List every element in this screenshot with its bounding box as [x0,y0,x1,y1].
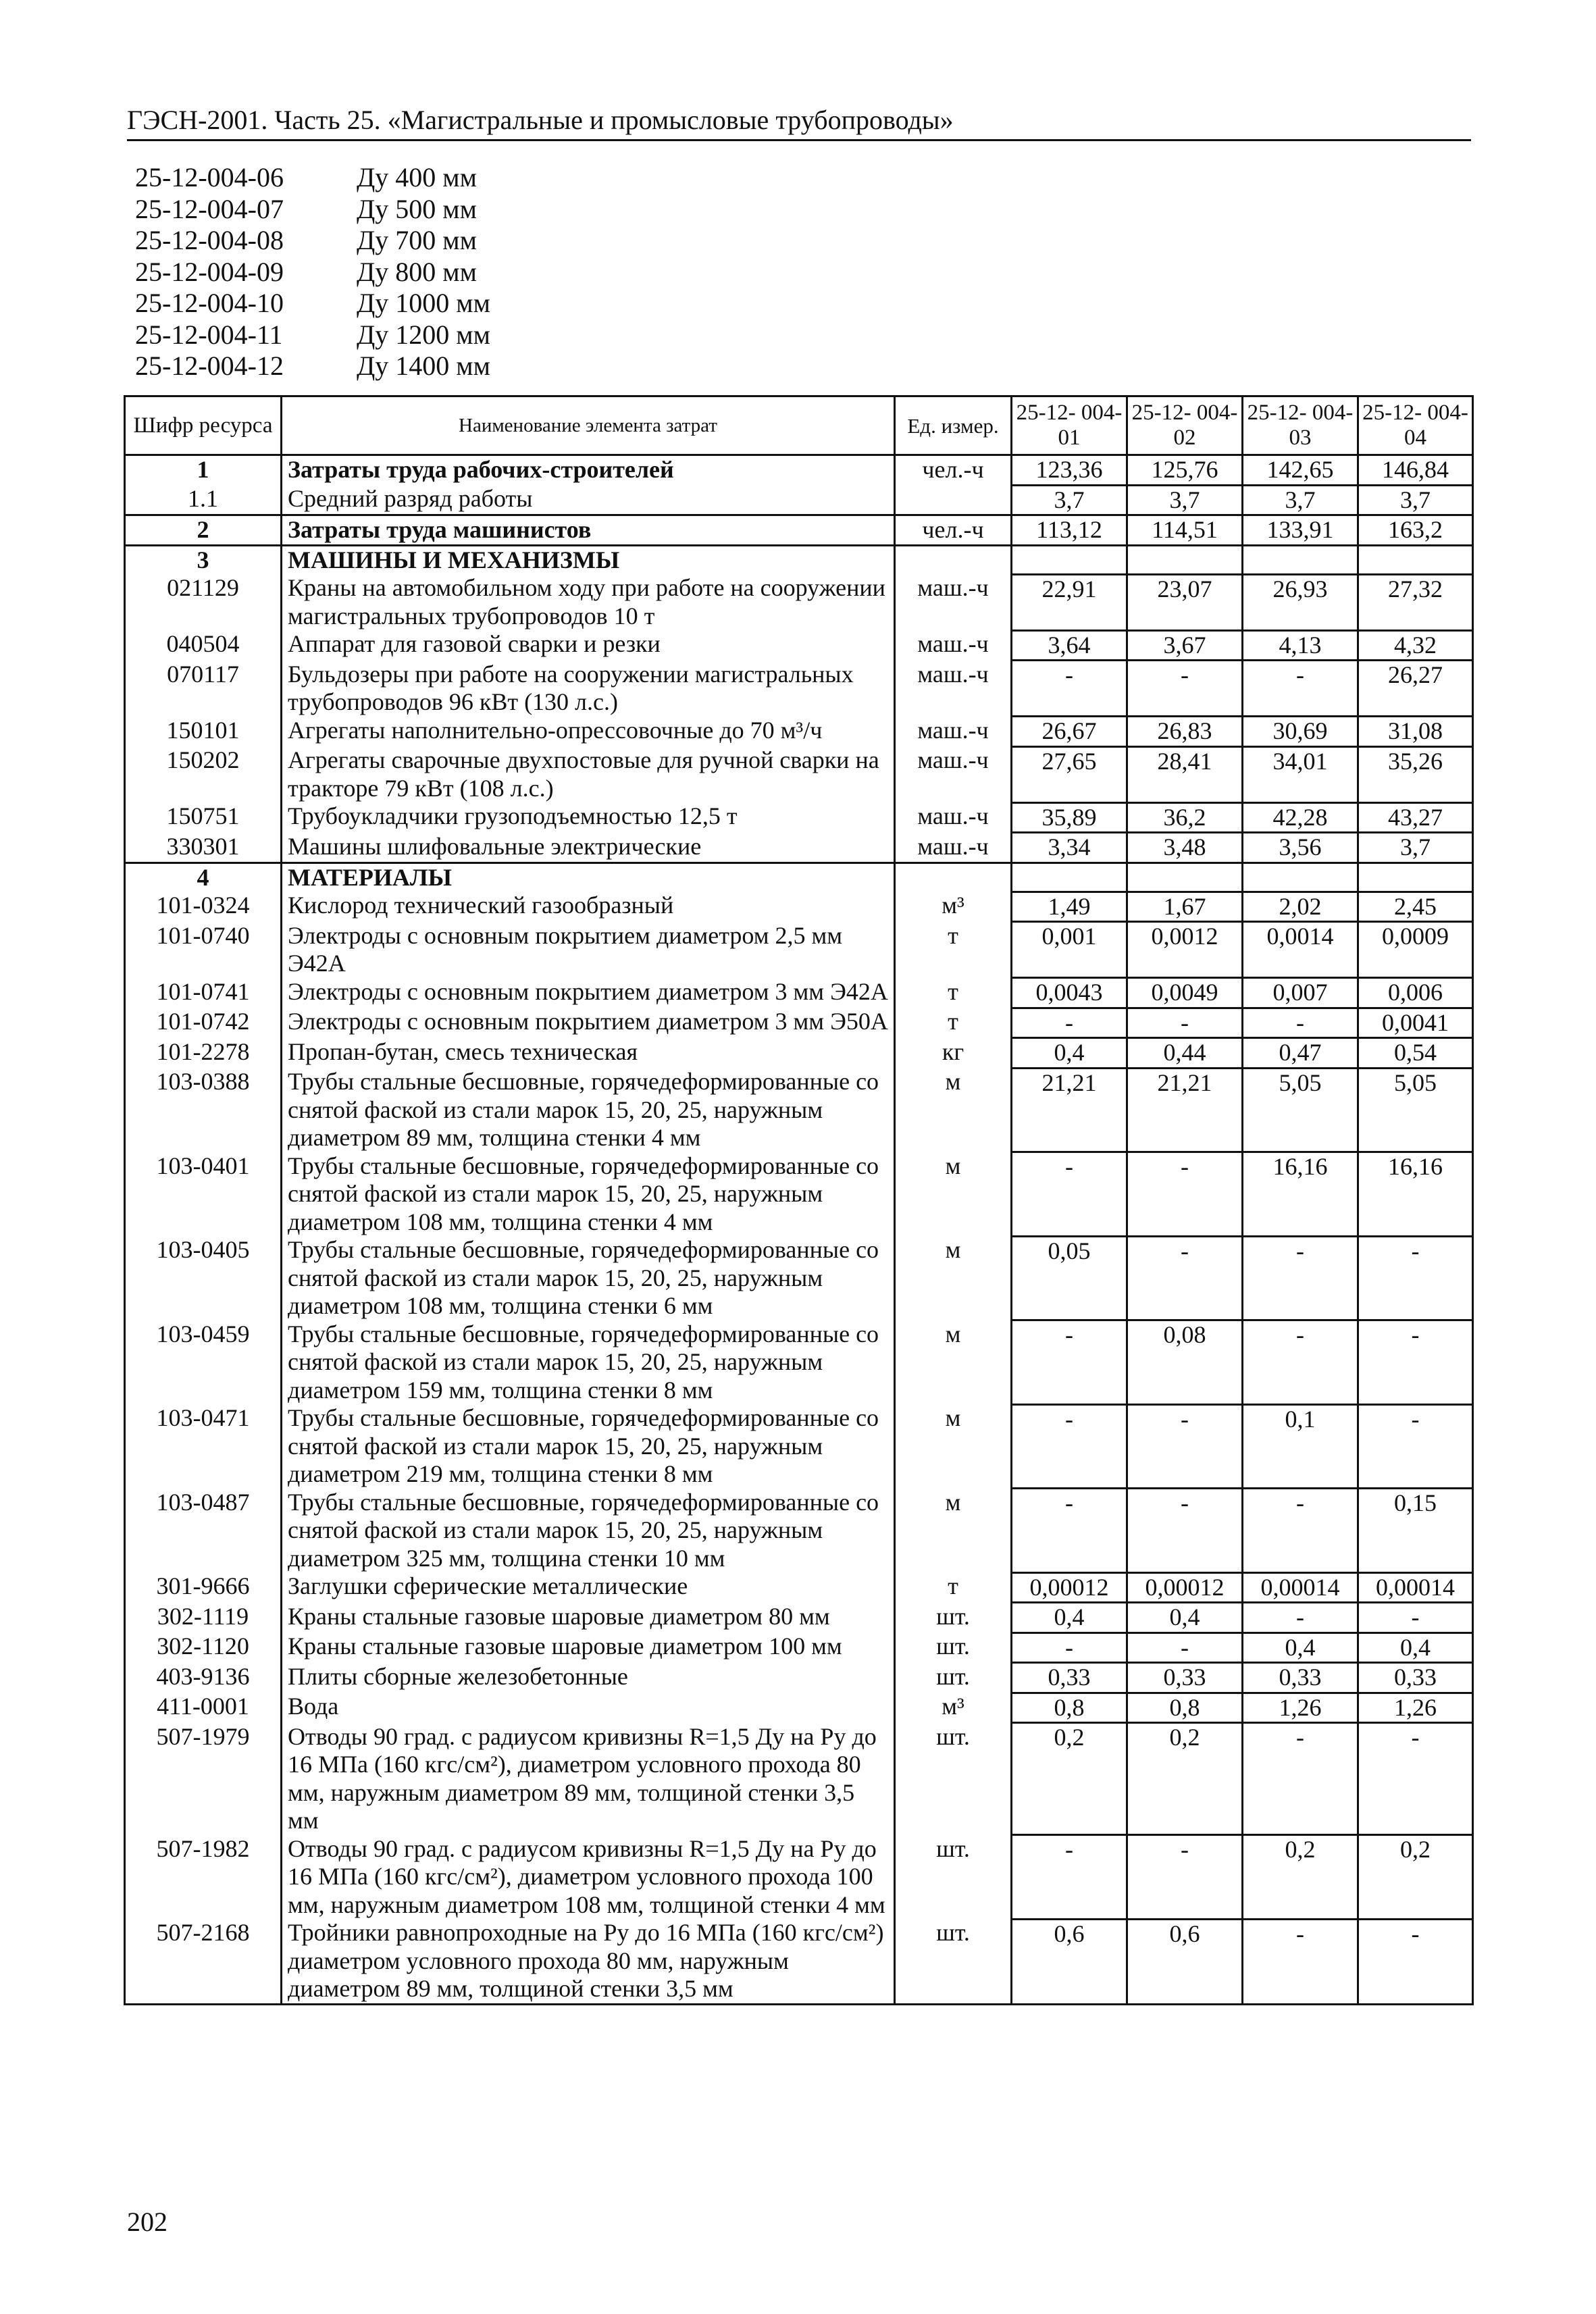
unit-cell [895,545,1012,574]
value-cell: 3,7 [1243,485,1358,515]
value-cell: 21,21 [1127,1068,1243,1152]
table-row [125,863,1473,892]
value-cell: 16,16 [1358,1152,1473,1237]
resource-code-cell: 4 [125,863,282,892]
table-row [125,1723,1473,1835]
value-cell: 4,13 [1243,630,1358,661]
unit-cell: т [895,978,1012,1008]
resource-code-cell: 103-0487 [125,1489,282,1573]
value-cell: 0,2 [1243,1835,1358,1920]
resource-code-cell: 021129 [125,574,282,630]
resource-table [124,395,1474,2005]
value-cell: 0,0043 [1012,978,1127,1008]
code-number: 25-12-004-06 [135,162,284,192]
header-norm-column: 25-12- 004-04 [1358,396,1473,455]
table-row [125,1603,1473,1633]
table-row [125,1663,1473,1693]
value-cell: 3,56 [1243,833,1358,863]
value-cell [1243,545,1358,574]
resource-code-cell: 302-1120 [125,1632,282,1663]
unit-cell: шт. [895,1632,1012,1663]
value-cell: 0,33 [1012,1663,1127,1693]
resource-code-cell: 1 [125,455,282,486]
header-cost-element-name: Наименование элемента затрат [282,396,895,455]
value-cell: 0,00014 [1243,1572,1358,1603]
unit-cell: чел.-ч [895,515,1012,546]
code-number: 25-12-004-10 [135,288,284,318]
table-row [125,892,1473,922]
resource-code-cell: 2 [125,515,282,546]
table-row [125,661,1473,717]
value-cell: - [1358,1919,1473,2004]
unit-cell: м [895,1320,1012,1405]
cost-element-name-cell: Трубы стальные бесшовные, горячедеформированные со снятой фаской из стали марок 15, 20, 25, наружным диаметром 159 мм, толщина стенки 8 мм [282,1320,895,1405]
value-cell: 125,76 [1127,455,1243,486]
cost-element-name-cell: Агрегаты наполнительно-опрессовочные до 70 м³/ч [282,717,895,747]
unit-cell: м [895,1152,1012,1237]
code-description: Ду 500 мм [357,193,477,224]
header-norm-column: 25-12- 004-03 [1243,396,1358,455]
resource-code-cell: 070117 [125,661,282,717]
code-description: Ду 1200 мм [357,319,490,350]
resource-code-cell: 330301 [125,833,282,863]
table-row [125,1835,1473,1920]
value-cell: 0,54 [1358,1038,1473,1069]
cost-element-name-cell: МАШИНЫ И МЕХАНИЗМЫ [282,545,895,574]
value-cell: 1,67 [1127,892,1243,922]
value-cell: 142,65 [1243,455,1358,486]
value-cell: 0,0012 [1127,922,1243,978]
table-row [125,515,1473,546]
value-cell: 0,4 [1127,1603,1243,1633]
resource-code-cell: 1.1 [125,485,282,515]
value-cell: 0,33 [1127,1663,1243,1693]
resource-code-cell: 101-0742 [125,1008,282,1038]
value-cell: 0,00012 [1012,1572,1127,1603]
code-description: Ду 1400 мм [357,351,490,381]
cost-element-name-cell: Электроды с основным покрытием диаметром 3 мм Э42А [282,978,895,1008]
value-cell: - [1012,1632,1127,1663]
code-number: 25-12-004-09 [135,256,284,287]
value-cell [1127,545,1243,574]
value-cell: 0,8 [1012,1693,1127,1723]
unit-cell: м [895,1404,1012,1489]
code-list-item [135,225,490,257]
value-cell: 0,47 [1243,1038,1358,1069]
value-cell: 0,6 [1012,1919,1127,2004]
unit-cell: маш.-ч [895,717,1012,747]
value-cell: 0,4 [1243,1632,1358,1663]
value-cell: - [1243,1723,1358,1835]
cost-element-name-cell: Плиты сборные железобетонные [282,1663,895,1693]
code-description: Ду 800 мм [357,256,477,287]
unit-cell: шт. [895,1723,1012,1835]
unit-cell: шт. [895,1835,1012,1920]
resource-code-cell: 103-0405 [125,1236,282,1320]
cost-element-name-cell: МАТЕРИАЛЫ [282,863,895,892]
value-cell: - [1127,1236,1243,1320]
resource-code-cell: 101-0741 [125,978,282,1008]
unit-cell: маш.-ч [895,833,1012,863]
value-cell: 5,05 [1243,1068,1358,1152]
value-cell: - [1358,1723,1473,1835]
unit-cell: кг [895,1038,1012,1069]
value-cell: 26,93 [1243,574,1358,630]
resource-code-cell: 101-0324 [125,892,282,922]
value-cell: - [1127,661,1243,717]
table-row [125,1632,1473,1663]
unit-cell: маш.-ч [895,661,1012,717]
value-cell: 0,4 [1358,1632,1473,1663]
value-cell: 26,27 [1358,661,1473,717]
value-cell: 26,83 [1127,717,1243,747]
value-cell: 0,0041 [1358,1008,1473,1038]
value-cell: - [1358,1320,1473,1405]
unit-cell: маш.-ч [895,746,1012,802]
value-cell: 0,15 [1358,1489,1473,1573]
value-cell: 0,05 [1012,1236,1127,1320]
cost-element-name-cell: Краны на автомобильном ходу при работе на сооружении магистральных трубопроводов 10 т [282,574,895,630]
cost-element-name-cell: Агрегаты сварочные двухпостовые для ручной сварки на тракторе 79 кВт (108 л.с.) [282,746,895,802]
table-row [125,1404,1473,1489]
table-body [125,455,1473,2005]
value-cell: 0,00012 [1127,1572,1243,1603]
value-cell: 0,4 [1012,1038,1127,1069]
cost-element-name-cell: Кислород технический газообразный [282,892,895,922]
value-cell [1012,545,1127,574]
cost-element-name-cell: Трубоукладчики грузоподъемностью 12,5 т [282,802,895,833]
cost-element-name-cell: Отводы 90 град. с радиусом кривизны R=1,5 Ду на Ру до 16 МПа (160 кгс/см²), диаметром условного прохода 100 мм, наружным диаметром 108 мм, толщиной стенки 4 мм [282,1835,895,1920]
table-row [125,1236,1473,1320]
value-cell: 2,02 [1243,892,1358,922]
cost-element-name-cell: Трубы стальные бесшовные, горячедеформированные со снятой фаской из стали марок 15, 20, 25, наружным диаметром 108 мм, толщина стенки 6 мм [282,1236,895,1320]
table-row [125,485,1473,515]
code-number: 25-12-004-08 [135,225,284,255]
cost-element-name-cell: Затраты труда машинистов [282,515,895,546]
unit-cell: маш.-ч [895,630,1012,661]
table-header-row [125,396,1473,455]
value-cell [1012,863,1127,892]
resource-code-cell: 103-0471 [125,1404,282,1489]
value-cell: 0,33 [1358,1663,1473,1693]
value-cell: 0,006 [1358,978,1473,1008]
table-row [125,455,1473,486]
value-cell: 113,12 [1012,515,1127,546]
value-cell: 35,89 [1012,802,1127,833]
resource-code-cell: 403-9136 [125,1663,282,1693]
table-row [125,833,1473,863]
value-cell: - [1012,661,1127,717]
value-cell: - [1243,1919,1358,2004]
resource-code-cell: 302-1119 [125,1603,282,1633]
header-unit: Ед. измер. [895,396,1012,455]
value-cell: 3,7 [1127,485,1243,515]
cost-element-name-cell: Краны стальные газовые шаровые диаметром 100 мм [282,1632,895,1663]
value-cell: 16,16 [1243,1152,1358,1237]
value-cell [1358,545,1473,574]
resource-code-cell: 3 [125,545,282,574]
value-cell: 28,41 [1127,746,1243,802]
value-cell: 3,34 [1012,833,1127,863]
table-row [125,1008,1473,1038]
value-cell: 0,2 [1012,1723,1127,1835]
table-row [125,1038,1473,1069]
header-norm-column: 25-12- 004-01 [1012,396,1127,455]
table-row [125,1320,1473,1405]
value-cell: 4,32 [1358,630,1473,661]
value-cell: 0,33 [1243,1663,1358,1693]
value-cell: 3,7 [1012,485,1127,515]
value-cell: 0,44 [1127,1038,1243,1069]
cost-element-name-cell: Пропан-бутан, смесь техническая [282,1038,895,1069]
value-cell: - [1243,1603,1358,1633]
value-cell: - [1243,661,1358,717]
resource-code-cell: 101-0740 [125,922,282,978]
value-cell: 146,84 [1358,455,1473,486]
table-row [125,1489,1473,1573]
table-row [125,746,1473,802]
cost-element-name-cell: Машины шлифовальные электрические [282,833,895,863]
resource-code-cell: 507-2168 [125,1919,282,2004]
cost-element-name-cell: Трубы стальные бесшовные, горячедеформированные со снятой фаской из стали марок 15, 20, 25, наружным диаметром 219 мм, толщина стенки 8 мм [282,1404,895,1489]
value-cell: - [1358,1236,1473,1320]
value-cell: - [1012,1404,1127,1489]
code-number: 25-12-004-12 [135,351,284,381]
cost-element-name-cell: Тройники равнопроходные на Ру до 16 МПа (160 кгс/см²) диаметром условного прохода 80 мм, наружным диаметром 89 мм, толщиной стенки 3,5 мм [282,1919,895,2004]
value-cell: - [1358,1404,1473,1489]
value-cell: 22,91 [1012,574,1127,630]
value-cell: 1,49 [1012,892,1127,922]
value-cell: 0,4 [1012,1603,1127,1633]
unit-cell: м [895,1068,1012,1152]
value-cell: - [1012,1489,1127,1573]
value-cell [1243,863,1358,892]
unit-cell: т [895,1008,1012,1038]
value-cell: 30,69 [1243,717,1358,747]
value-cell [1127,863,1243,892]
code-number: 25-12-004-11 [135,319,283,350]
value-cell: 163,2 [1358,515,1473,546]
resource-code-cell: 507-1982 [125,1835,282,1920]
unit-cell: чел.-ч [895,455,1012,486]
unit-cell: маш.-ч [895,574,1012,630]
unit-cell: м³ [895,1693,1012,1723]
value-cell: 27,32 [1358,574,1473,630]
table-row [125,717,1473,747]
unit-cell: м [895,1489,1012,1573]
value-cell: 0,1 [1243,1404,1358,1489]
value-cell: 3,64 [1012,630,1127,661]
value-cell: - [1127,1489,1243,1573]
value-cell: - [1012,1320,1127,1405]
value-cell: 114,51 [1127,515,1243,546]
code-description: Ду 1000 мм [357,288,490,318]
resource-code-cell: 301-9666 [125,1572,282,1603]
value-cell: - [1243,1489,1358,1573]
value-cell: 123,36 [1012,455,1127,486]
value-cell: 3,67 [1127,630,1243,661]
cost-element-name-cell: Отводы 90 град. с радиусом кривизны R=1,5 Ду на Ру до 16 МПа (160 кгс/см²), диаметром условного прохода 80 мм, наружным диаметром 89 мм, толщиной стенки 3,5 мм [282,1723,895,1835]
value-cell: 43,27 [1358,802,1473,833]
unit-cell: т [895,922,1012,978]
code-list [135,162,490,382]
cost-element-name-cell: Вода [282,1693,895,1723]
value-cell: 5,05 [1358,1068,1473,1152]
value-cell: 42,28 [1243,802,1358,833]
table-row [125,802,1473,833]
resource-code-cell: 150202 [125,746,282,802]
table-row [125,1152,1473,1237]
resource-code-cell: 150751 [125,802,282,833]
value-cell: 27,65 [1012,746,1127,802]
value-cell: 0,00014 [1358,1572,1473,1603]
cost-element-name-cell: Заглушки сферические металлические [282,1572,895,1603]
value-cell: 35,26 [1358,746,1473,802]
value-cell: - [1127,1152,1243,1237]
resource-code-cell: 103-0459 [125,1320,282,1405]
value-cell [1358,863,1473,892]
value-cell: - [1012,1152,1127,1237]
value-cell: 0,0049 [1127,978,1243,1008]
value-cell: - [1127,1008,1243,1038]
value-cell: - [1012,1008,1127,1038]
value-cell: 31,08 [1358,717,1473,747]
value-cell: 23,07 [1127,574,1243,630]
value-cell: - [1127,1835,1243,1920]
value-cell: 133,91 [1243,515,1358,546]
value-cell: 0,6 [1127,1919,1243,2004]
unit-cell [895,863,1012,892]
code-list-item [135,319,490,351]
cost-element-name-cell: Затраты труда рабочих-строителей [282,455,895,486]
cost-element-name-cell: Электроды с основным покрытием диаметром 3 мм Э50А [282,1008,895,1038]
code-list-item [135,351,490,382]
table-row [125,1068,1473,1152]
code-list-item [135,288,490,319]
value-cell: - [1358,1603,1473,1633]
value-cell: 3,48 [1127,833,1243,863]
table-row [125,545,1473,574]
value-cell: 3,7 [1358,485,1473,515]
header-resource-code: Шифр ресурса [125,396,282,455]
cost-element-name-cell: Средний разряд работы [282,485,895,515]
table-row [125,630,1473,661]
value-cell: 26,67 [1012,717,1127,747]
code-list-item [135,194,490,226]
value-cell: 0,0014 [1243,922,1358,978]
value-cell: 0,2 [1127,1723,1243,1835]
value-cell: 34,01 [1243,746,1358,802]
unit-cell: м³ [895,892,1012,922]
resource-code-cell: 411-0001 [125,1693,282,1723]
resource-code-cell: 101-2278 [125,1038,282,1069]
value-cell: 0,001 [1012,922,1127,978]
cost-element-name-cell: Электроды с основным покрытием диаметром 2,5 мм Э42А [282,922,895,978]
code-number: 25-12-004-07 [135,193,284,224]
value-cell: - [1127,1404,1243,1489]
table-row [125,1693,1473,1723]
value-cell: 0,007 [1243,978,1358,1008]
cost-element-name-cell: Аппарат для газовой сварки и резки [282,630,895,661]
code-list-item [135,162,490,194]
cost-element-name-cell: Трубы стальные бесшовные, горячедеформированные со снятой фаской из стали марок 15, 20, 25, наружным диаметром 108 мм, толщина стенки 4 мм [282,1152,895,1237]
value-cell: - [1243,1236,1358,1320]
resource-code-cell: 103-0401 [125,1152,282,1237]
value-cell: 21,21 [1012,1068,1127,1152]
value-cell: - [1127,1632,1243,1663]
value-cell: 1,26 [1358,1693,1473,1723]
resource-code-cell: 103-0388 [125,1068,282,1152]
value-cell: 0,08 [1127,1320,1243,1405]
value-cell: - [1243,1008,1358,1038]
table-row [125,978,1473,1008]
value-cell: 1,26 [1243,1693,1358,1723]
value-cell: - [1012,1835,1127,1920]
table-row [125,1919,1473,2004]
unit-cell [895,485,1012,515]
cost-element-name-cell: Трубы стальные бесшовные, горячедеформированные со снятой фаской из стали марок 15, 20, 25, наружным диаметром 89 мм, толщина стенки 4 мм [282,1068,895,1152]
value-cell: 0,0009 [1358,922,1473,978]
resource-code-cell: 507-1979 [125,1723,282,1835]
cost-element-name-cell: Бульдозеры при работе на сооружении магистральных трубопроводов 96 кВт (130 л.с.) [282,661,895,717]
unit-cell: маш.-ч [895,802,1012,833]
header-norm-column: 25-12- 004-02 [1127,396,1243,455]
table-row [125,1572,1473,1603]
unit-cell: т [895,1572,1012,1603]
unit-cell: м [895,1236,1012,1320]
resource-code-cell: 150101 [125,717,282,747]
page-header: ГЭСН-2001. Часть 25. «Магистральные и промысловые трубопроводы» [127,103,1471,141]
code-description: Ду 400 мм [357,162,477,192]
unit-cell: шт. [895,1919,1012,2004]
value-cell: 36,2 [1127,802,1243,833]
cost-element-name-cell: Краны стальные газовые шаровые диаметром 80 мм [282,1603,895,1633]
value-cell: - [1243,1320,1358,1405]
table-row [125,574,1473,630]
value-cell: 3,7 [1358,833,1473,863]
value-cell: 2,45 [1358,892,1473,922]
code-list-item [135,257,490,288]
unit-cell: шт. [895,1663,1012,1693]
value-cell: 0,2 [1358,1835,1473,1920]
table-row [125,922,1473,978]
resource-code-cell: 040504 [125,630,282,661]
unit-cell: шт. [895,1603,1012,1633]
page-number: 202 [127,2207,168,2237]
code-description: Ду 700 мм [357,225,477,255]
cost-element-name-cell: Трубы стальные бесшовные, горячедеформированные со снятой фаской из стали марок 15, 20, 25, наружным диаметром 325 мм, толщина стенки 10 мм [282,1489,895,1573]
value-cell: 0,8 [1127,1693,1243,1723]
